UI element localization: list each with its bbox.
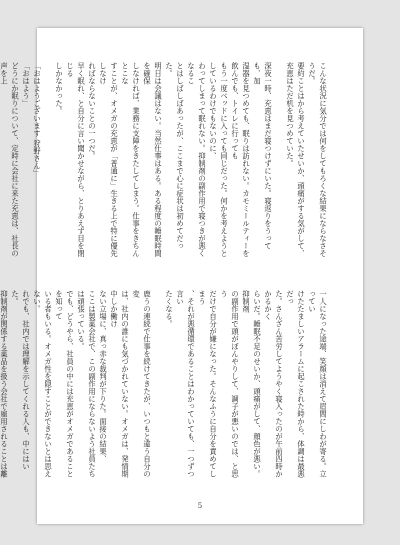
- page-number: 5: [197, 502, 203, 510]
- document-page: [0, 28, 363, 524]
- upper-text-block: こんな状況に気分では何をしてもろくな結果にならなさそうだ。 要約ことはから考えていたせいか、頭痛がする気がして、 充恵はただ机を見つめていた。 深夜一時、充恵はまだ寝つけずにいた。寝返りをうっても、加 湿器を見つめても、眠りは訪れない。カモミールティーを飲んでも、トイレに行っても もう一度ベッドに入っても同じだった。何かを考えようとしているわけでもないのに、 わってしまって眠れない。抑制剤の副作用で寝つきが悪くなるこ とはしばしばあったが、ここまで心に症状は初めてだった。 明日は会議はない。当然仕事はある。ある程度の睡眠時間を確保 しなければ、業務に支障をきたしてしまう。仕事をきちんとこな すことが、オメガの充恵が「普通に」生きる上で特に優先しなけ ればならないことの一つだ。 早く眠れ、と自分に言い聞かせながら、とりあえず目を閉じる しかなかった。 「おはようございます 狩野さん」 「おはよう」 どうにか眠りについて、定時に会社に来た充恵は、社長の声を上: [0, 62, 328, 257]
- lower-text-block: 一人になった途端、笑顔は消えて眉間にしわが寄る。立ってい けたたましいアラームに起こされた時から、体調は最悪だっ た。さんざん苦労してようやく寝入ったのが午前四時かかるかく らいだ。睡眠不足のせいか、頭痛がして、顔色が悪い。抑制剤 の副作用で頭がぼんやりして、調子が悪いのでは、と思う だけで自分が嫌になった。そんなふうに自分を責めてしまう 、それが悪循環であることはわかっていても、一つずつ言い たくなる。 鹿うの連続で仕事を続けてきたが、いつもと違う自分の変 は、社内の誰にも気づかれていない。オメガは、発情期中しか働け ない立場に、真っ赤な裁判が下りた。面接の結果、 ここは製薬会社で、この副作用にならないよう社員たちは頑張っている。 でも、どうやら、社員の中には充恵がオメガであることを知って いる者もいる。オメガ性を隠すことができないとは思えない。 れでも、社内では理解を示してくれる人も、中にはいた。 抑制剤が関係する薬品を扱う会社で雇用されることは離: [0, 290, 328, 478]
